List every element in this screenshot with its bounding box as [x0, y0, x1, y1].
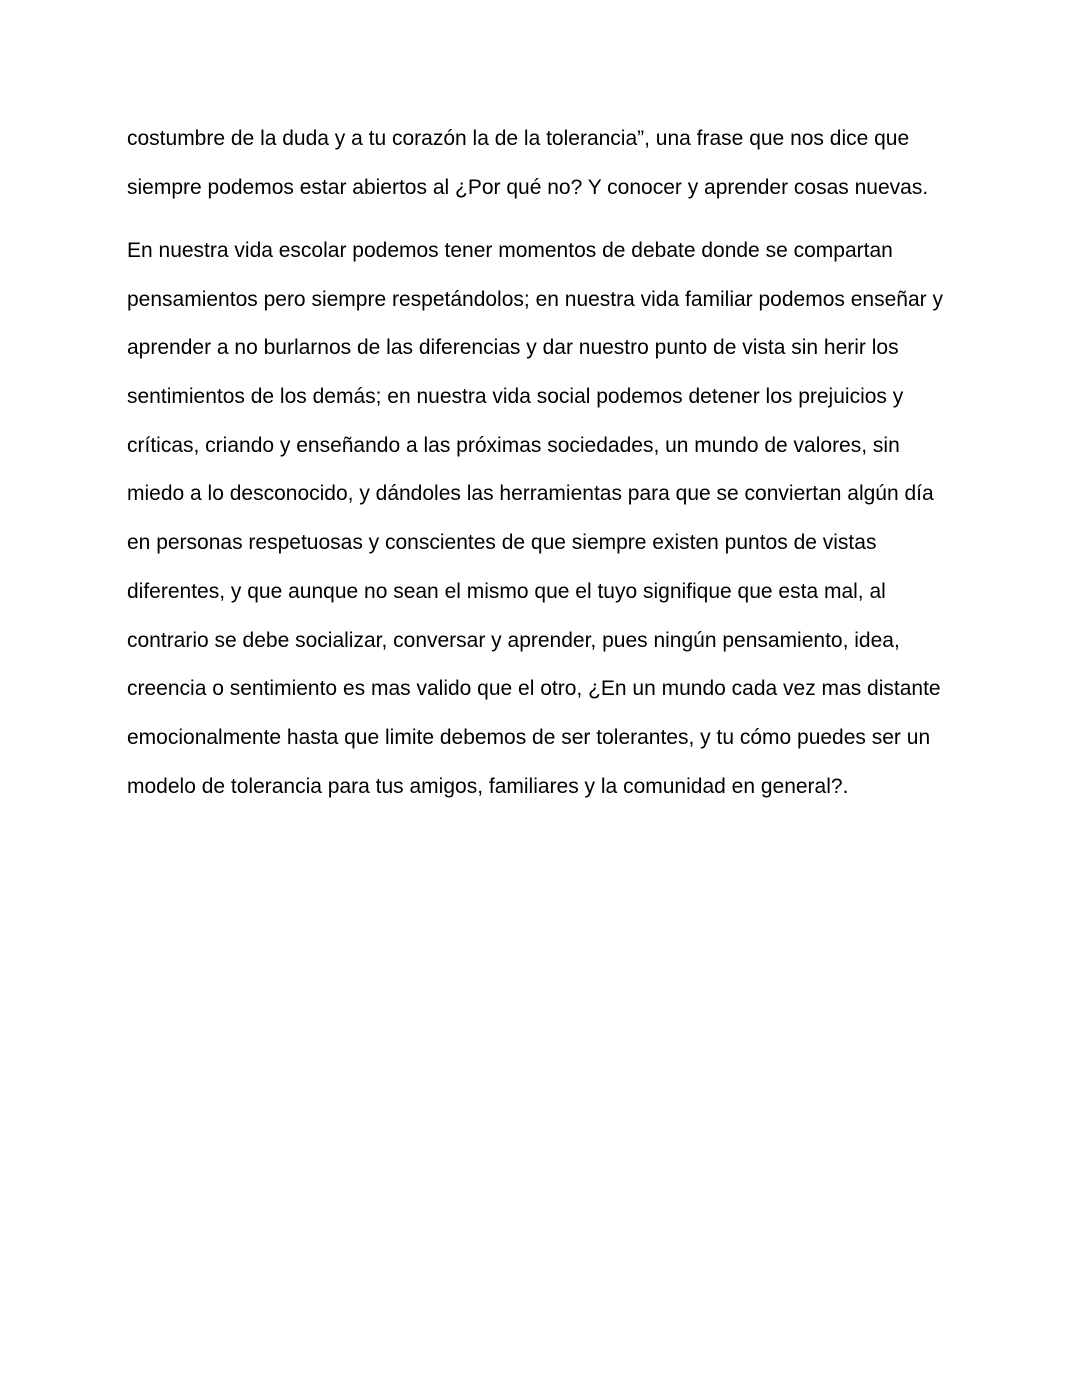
text-line: diferentes, y que aunque no sean el mismo que el tuyo signifique que esta mal, al	[127, 579, 886, 603]
paragraph-2	[127, 227, 967, 811]
text-line: emocionalmente hasta que limite debemos de ser tolerantes, y tu cómo puedes ser un	[127, 725, 931, 749]
text-line: siempre podemos estar abiertos al ¿Por qué no? Y conocer y aprender cosas nuevas.	[127, 175, 929, 199]
text-line: miedo a lo desconocido, y dándoles las herramientas para que se conviertan algún día	[127, 482, 934, 506]
paragraph-1	[127, 115, 967, 212]
text-line: modelo de tolerancia para tus amigos, familiares y la comunidad en general?.	[127, 774, 849, 798]
text-line: sentimientos de los demás; en nuestra vida social podemos detener los prejuicios y	[127, 385, 904, 409]
text-line: pensamientos pero siempre respetándolos; en nuestra vida familiar podemos enseñar y	[127, 287, 943, 311]
text-line: En nuestra vida escolar podemos tener momentos de debate donde se compartan	[127, 239, 893, 262]
text-line: críticas, criando y enseñando a las próximas sociedades, un mundo de valores, sin	[127, 433, 900, 457]
text-line: en personas respetuosas y conscientes de que siempre existen puntos de vistas	[127, 531, 877, 555]
text-line: aprender a no burlarnos de las diferencias y dar nuestro punto de vista sin herir los	[127, 336, 899, 360]
text-line: creencia o sentimiento es mas valido que el otro, ¿En un mundo cada vez mas distante	[127, 677, 941, 701]
text-line: contrario se debe socializar, conversar y aprender, pues ningún pensamiento, idea,	[127, 628, 900, 652]
text-line: costumbre de la duda y a tu corazón la de la tolerancia”, una frase que nos dice que	[127, 127, 910, 150]
